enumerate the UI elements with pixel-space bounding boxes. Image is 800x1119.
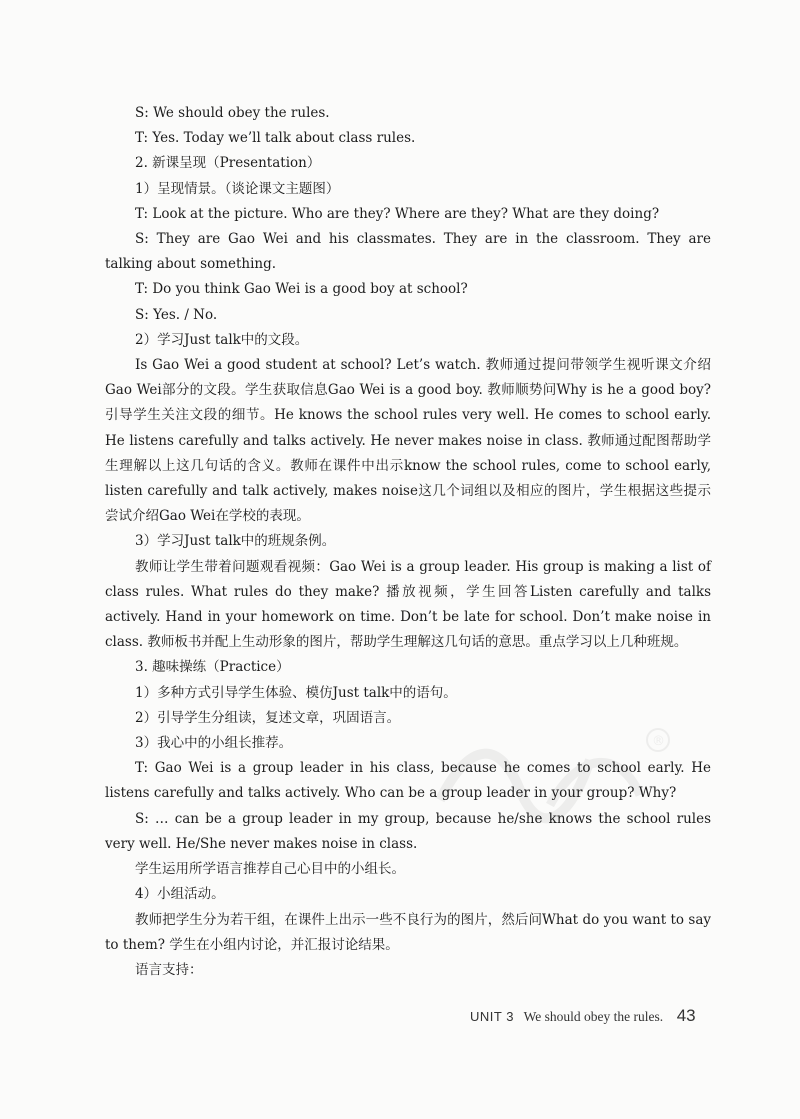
paragraph: T: Do you think Gao Wei is a good boy at school? [135, 281, 468, 298]
subsection-heading: 3）我心中的小组长推荐。 [135, 735, 293, 752]
paragraph: 学生运用所学语言推荐自己心目中的小组长。 [135, 861, 405, 878]
paragraph: T: Look at the picture. Who are they? Where are they? What are they doing? [135, 205, 660, 222]
subsection-heading: 2）学习Just talk中的文段。 [135, 331, 309, 348]
footer-unit-label: UNIT 3 [470, 1009, 514, 1024]
paragraph: 教师把学生分为若干组，在课件上出示一些不良行为的图片，然后问What do you want to say to them? 学生在小组内讨论，并汇报讨论结果。 [105, 911, 711, 953]
paragraph: T: Gao Wei is a group leader in his class, because he comes to school early. He listens carefully and talks actively. Who can be a group leader in your group? Why? [105, 760, 711, 802]
subsection-heading: 3）学习Just talk中的班规条例。 [135, 533, 336, 550]
subsection-heading: 1）多种方式引导学生体验、模仿Just talk中的语句。 [135, 684, 457, 701]
subsection-heading: 1）呈现情景。（谈论课文主题图） [135, 180, 340, 197]
paragraph: Is Gao Wei a good student at school? Let’s watch. 教师通过提问带领学生视听课文介绍Gao Wei部分的文段。学生获取信息Gao Wei is a good boy. 教师顺势问Why is he a good boy? 引导学生关注文段的细节。He knows the school rules very well. He comes to school early. He listens carefully and talks actively. He never makes noise in class. 教师通过配图帮助学生理解以上这几句话的含义。教师在课件中出示know the school rules, come to school early, listen carefully and talk actively, makes noise这几个词组以及相应的图片，学生根据这些提示尝试介绍Gao Wei在学校的表现。 [105, 357, 711, 525]
paragraph: 教师让学生带着问题观看视频：Gao Wei is a group leader. His group is making a list of class rules. What rules do they make? 播放视频，学生回答Listen carefully and talks actively. Hand in your homework on time. Don’t be late for school. Don’t make noise in class. 教师板书并配上生动形象的图片，帮助学生理解这几句话的意思。重点学习以上几种班规。 [105, 558, 711, 651]
paragraph: S: Yes. / No. [135, 306, 218, 323]
paragraph: T: Yes. Today we’ll talk about class rules. [135, 130, 416, 147]
page-number: 43 [676, 1006, 696, 1025]
page-footer [470, 1006, 696, 1026]
subsection-heading: 4）小组活动。 [135, 886, 225, 903]
paragraph: 语言支持： [135, 961, 203, 978]
paragraph: S: They are Gao Wei and his classmates. They are in the classroom. They are talking about something. [105, 231, 711, 273]
section-heading: 3. 趣味操练（Practice） [135, 659, 290, 676]
paragraph: S: … can be a group leader in my group, because he/she knows the school rules very well. He/She never makes noise in class. [105, 810, 711, 852]
footer-unit-title: We should obey the rules. [523, 1009, 664, 1024]
document-body [105, 101, 711, 983]
watermark-registered-mark: ® [652, 734, 665, 749]
paragraph: S: We should obey the rules. [135, 105, 330, 121]
subsection-heading: 2）引导学生分组读，复述文章，巩固语言。 [135, 709, 401, 726]
section-heading: 2. 新课呈现（Presentation） [135, 155, 321, 172]
